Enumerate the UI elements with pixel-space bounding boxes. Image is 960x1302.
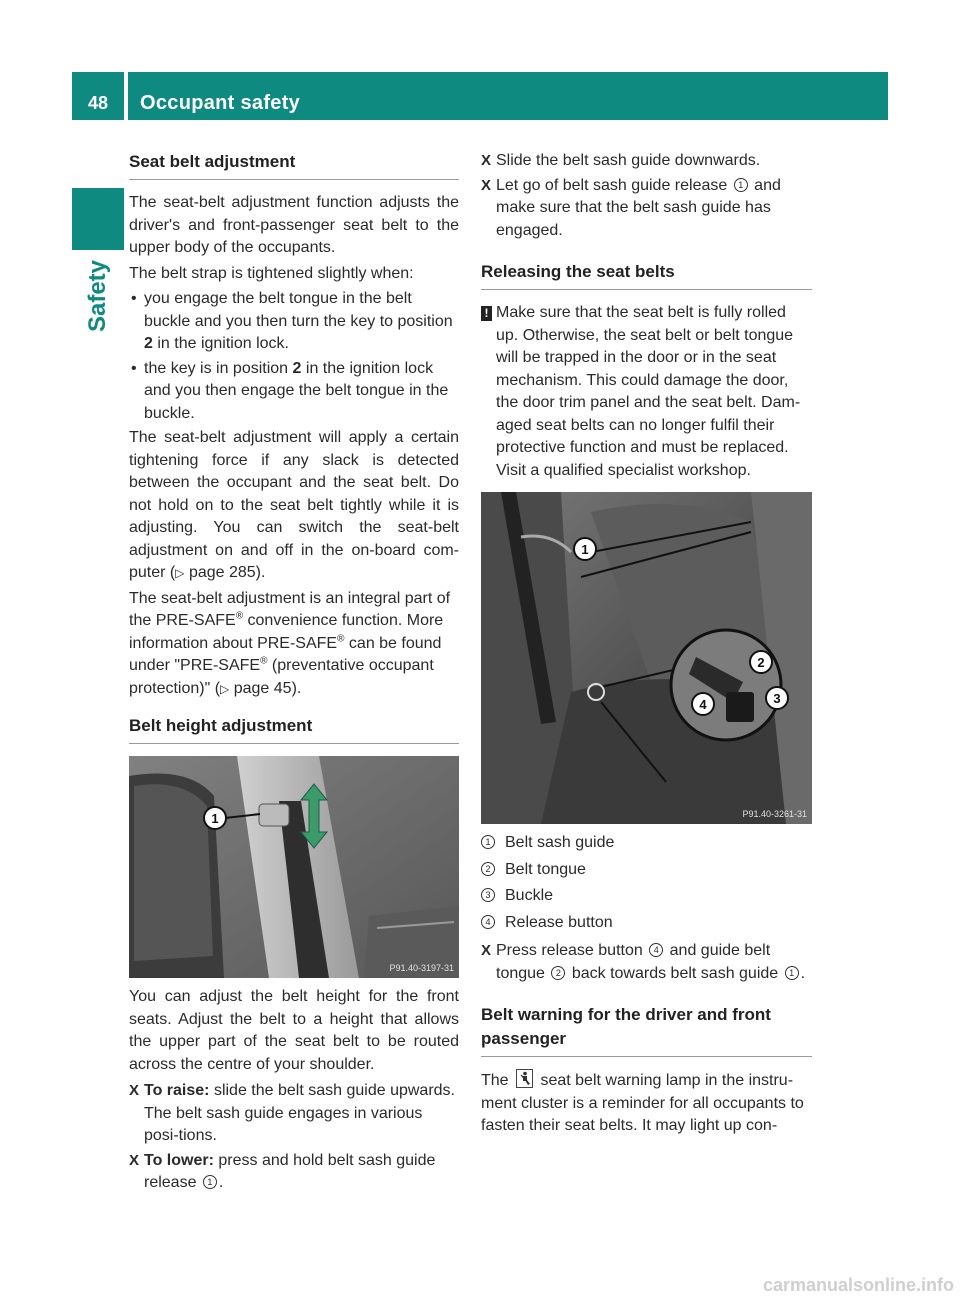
header-divider <box>124 72 128 120</box>
legend-item: 1 Belt sash guide <box>481 832 812 855</box>
instruction-step: X To lower: press and hold belt sash guide release 1 . <box>129 1150 459 1195</box>
page-number: 48 <box>87 93 109 113</box>
watermark: carmanualsonline.info <box>762 1275 954 1295</box>
heading-releasing-seat-belts: Releasing the seat belts <box>481 260 812 290</box>
instruction-step: X Let go of belt sash guide release 1 and make sure that the belt sash guide has engaged. <box>481 175 812 243</box>
legend-item: 3 Buckle <box>481 885 812 908</box>
callout-label: 1 <box>581 542 589 557</box>
page-title: Occupant safety <box>140 92 301 114</box>
warning-icon: ! <box>481 306 492 321</box>
belt-height-photo <box>129 756 459 978</box>
page-ref-arrow-icon: ▷ <box>220 681 230 696</box>
figure-code: P91.40-3197-31 <box>389 963 454 973</box>
paragraph: The seat-belt adjustment function adjusts the driver's and front-passenger seat belt to the upper body of the occupants. <box>129 194 459 256</box>
heading-belt-height-adjustment: Belt height adjustment <box>129 714 459 744</box>
right-column <box>481 150 812 1141</box>
section-tab[interactable] <box>84 256 112 336</box>
heading-seat-belt-adjustment: Seat belt adjustment <box>129 150 459 180</box>
page-ref-arrow-icon: ▷ <box>175 566 185 580</box>
list-item: • you engage the belt tongue in the belt buckle and you then turn the key to position 2 in the ignition lock. <box>129 288 459 356</box>
legend-item: 4 Release button <box>481 912 812 935</box>
legend-item: 2 Belt tongue <box>481 859 812 882</box>
paragraph: The seat-belt adjustment will apply a certain tightening force if any slack is detected between the occupant and the seat belt. Do not hold on to the seat belt tightly while it is adjusting. You can switch the seat-belt adjustment on and off in the on-board com-puter (▷ page 285). <box>129 429 459 581</box>
callout-number: 1 <box>203 1175 217 1189</box>
callout-number: 1 <box>734 178 748 192</box>
paragraph: The seat-belt adjustment is an integral part of the PRE-SAFE® convenience function. More information about PRE-SAFE® can be found under "PRE-SAFE® (preventative occupant protection)" (▷ page 45). <box>129 589 451 697</box>
registered-mark: ® <box>235 610 244 622</box>
page-ref-link[interactable]: page 285 <box>188 564 256 581</box>
paragraph: The seat belt warning lamp in the instru-ment cluster is a reminder for all occupants to fasten their seat belts. It may light up con- <box>481 1069 812 1138</box>
section-tab-marker <box>72 188 124 250</box>
left-column <box>129 150 459 1197</box>
instruction-step: X Press release button 4 and guide belt tongue 2 back towards belt sash guide 1 . <box>481 940 812 985</box>
callout-label: 2 <box>757 655 765 670</box>
warning-note: ! Make sure that the seat belt is fully rolled up. Otherwise, the seat belt or belt tongue will be trapped in the door or in the seat mechanism. This could damage the door, the door trim panel and the seat belt. Dam-aged seat belts can no longer fulfil their protective function and must be replaced. Visit a qualified specialist workshop. <box>481 302 812 482</box>
seat-belt-warning-icon <box>516 1069 533 1088</box>
list-item: • the key is in position 2 in the ignition lock and you then engage the belt tongue in the buckle. <box>129 358 459 426</box>
instruction-step: X Slide the belt sash guide downwards. <box>481 150 812 173</box>
callout-label: 1 <box>211 811 219 826</box>
instruction-step: X To raise: slide the belt sash guide upwards. The belt sash guide engages in various posi-tions. <box>129 1080 459 1148</box>
section-tab-label: Safety <box>84 259 111 333</box>
page-ref-link[interactable]: page 45 <box>233 679 292 697</box>
seat-belt-release-photo <box>481 492 812 824</box>
paragraph: The belt strap is tightened slightly when: <box>129 264 414 282</box>
paragraph: You can adjust the belt height for the front seats. Adjust the belt to a height that allows the upper part of the seat belt to be routed across the centre of your shoulder. <box>129 988 459 1073</box>
figure-code: P91.40-3261-31 <box>742 809 807 819</box>
figure-legend <box>481 832 812 934</box>
callout-label: 4 <box>699 697 707 712</box>
callout-label: 3 <box>773 691 781 706</box>
heading-belt-warning: Belt warning for the driver and front passenger <box>481 1003 812 1057</box>
